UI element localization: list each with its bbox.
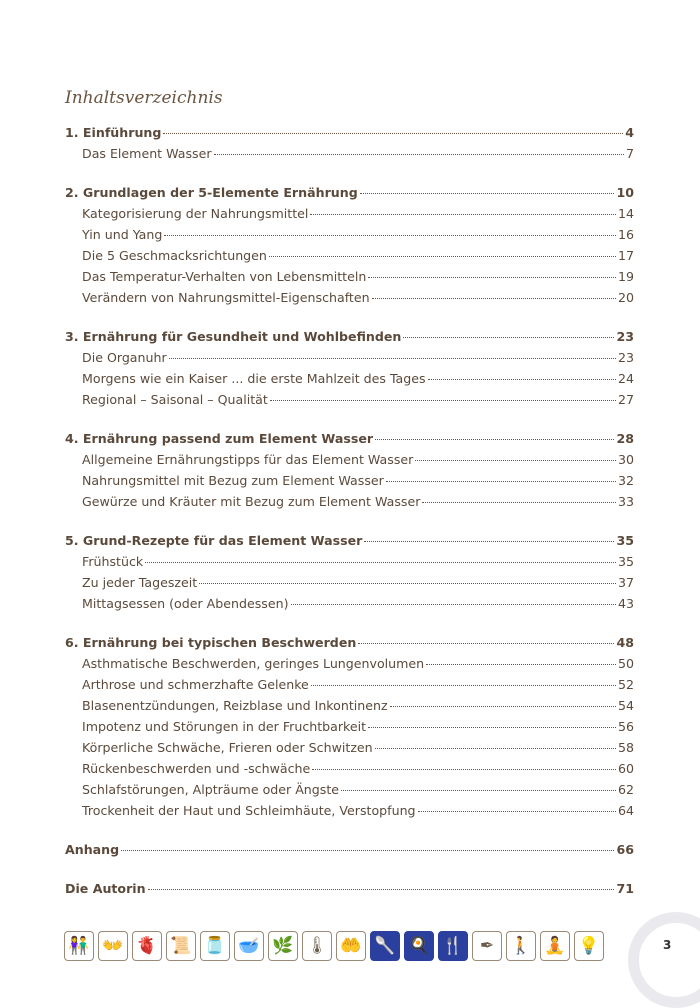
- decorative-circle: [628, 912, 700, 1008]
- toc-chapter-entry[interactable]: [65, 125, 634, 146]
- toc-subentry[interactable]: [65, 719, 634, 740]
- toc-entry-label: 3. Ernährung für Gesundheit und Wohlbefinden: [65, 329, 402, 344]
- dot-leader: [403, 337, 614, 338]
- table-of-contents: [65, 125, 634, 920]
- toc-section: [65, 881, 634, 902]
- toc-chapter-entry[interactable]: [65, 635, 634, 656]
- toc-entry-page: 16: [617, 227, 634, 242]
- toc-entry-page: 43: [617, 596, 634, 611]
- toc-entry-label: 2. Grundlagen der 5-Elemente Ernährung: [65, 185, 358, 200]
- chapter-icon-bar: [64, 931, 604, 961]
- toc-subentry[interactable]: [65, 677, 634, 698]
- toc-subentry[interactable]: [65, 146, 634, 167]
- scroll-icon[interactable]: 📜: [166, 931, 196, 961]
- organ-icon[interactable]: 🫀: [132, 931, 162, 961]
- toc-section: [65, 329, 634, 413]
- toc-subentry[interactable]: [65, 761, 634, 782]
- toc-entry-label: Mittagsessen (oder Abendessen): [82, 596, 289, 611]
- toc-entry-page: 52: [617, 677, 634, 692]
- walking-person-icon[interactable]: 🚶: [506, 931, 536, 961]
- toc-chapter-entry[interactable]: [65, 881, 634, 902]
- toc-entry-label: Anhang: [65, 842, 120, 857]
- toc-entry-label: Verändern von Nahrungsmittel-Eigenschaften: [82, 290, 370, 305]
- cutlery-icon[interactable]: 🍴: [438, 931, 468, 961]
- toc-entry-page: 66: [616, 842, 634, 857]
- toc-subentry[interactable]: [65, 803, 634, 824]
- toc-subentry[interactable]: [65, 596, 634, 617]
- dot-leader: [270, 400, 616, 401]
- toc-subentry[interactable]: [65, 656, 634, 677]
- dot-leader: [358, 643, 614, 644]
- dot-leader: [415, 460, 616, 461]
- dot-leader: [199, 583, 616, 584]
- toc-chapter-entry[interactable]: [65, 329, 634, 350]
- toc-entry-page: 48: [616, 635, 634, 650]
- toc-entry-page: 27: [617, 392, 634, 407]
- dot-leader: [360, 193, 615, 194]
- toc-subentry[interactable]: [65, 371, 634, 392]
- toc-entry-label: 4. Ernährung passend zum Element Wasser: [65, 431, 374, 446]
- toc-subentry[interactable]: [65, 269, 634, 290]
- toc-section: [65, 533, 634, 617]
- toc-entry-label: Nahrungsmittel mit Bezug zum Element Wasser: [82, 473, 384, 488]
- dot-leader: [164, 235, 616, 236]
- toc-entry-page: 7: [625, 146, 634, 161]
- toc-entry-label: Das Element Wasser: [82, 146, 212, 161]
- toc-entry-page: 28: [616, 431, 634, 446]
- bowl-spoon-icon[interactable]: 🥄: [370, 931, 400, 961]
- toc-entry-label: Zu jeder Tageszeit: [82, 575, 198, 590]
- toc-entry-label: Yin und Yang: [82, 227, 163, 242]
- dot-leader: [375, 439, 614, 440]
- toc-subentry[interactable]: [65, 206, 634, 227]
- toc-entry-page: 37: [617, 575, 634, 590]
- toc-section: [65, 125, 634, 167]
- toc-entry-page: 33: [617, 494, 634, 509]
- toc-subentry[interactable]: [65, 740, 634, 761]
- dot-leader: [163, 133, 623, 134]
- toc-entry-page: 56: [617, 719, 634, 734]
- dot-leader: [121, 850, 614, 851]
- toc-entry-label: 5. Grund-Rezepte für das Element Wasser: [65, 533, 363, 548]
- toc-entry-page: 71: [616, 881, 634, 896]
- hands-icon[interactable]: 👐: [98, 931, 128, 961]
- dot-leader: [310, 214, 616, 215]
- toc-entry-page: 35: [616, 533, 634, 548]
- hand-herb-icon[interactable]: 🤲: [336, 931, 366, 961]
- dot-leader: [386, 481, 616, 482]
- toc-subentry[interactable]: [65, 782, 634, 803]
- toc-chapter-entry[interactable]: [65, 185, 634, 206]
- toc-section: [65, 842, 634, 863]
- toc-entry-page: 20: [617, 290, 634, 305]
- toc-entry-label: Das Temperatur-Verhalten von Lebensmitteln: [82, 269, 367, 284]
- toc-entry-label: Die Autorin: [65, 881, 146, 896]
- toc-entry-label: Trockenheit der Haut und Schleimhäute, Verstopfung: [82, 803, 416, 818]
- toc-subentry[interactable]: [65, 392, 634, 413]
- toc-entry-page: 19: [617, 269, 634, 284]
- toc-entry-page: 62: [617, 782, 634, 797]
- dot-leader: [422, 502, 616, 503]
- dot-leader: [428, 379, 616, 380]
- toc-entry-label: Rückenbeschwerden und -schwäche: [82, 761, 311, 776]
- toc-entry-page: 50: [617, 656, 634, 671]
- toc-entry-page: 14: [617, 206, 634, 221]
- page-number: 3: [663, 938, 672, 952]
- toc-subentry[interactable]: [65, 494, 634, 515]
- toc-entry-label: Regional – Saisonal – Qualität: [82, 392, 268, 407]
- lamp-icon[interactable]: 💡: [574, 931, 604, 961]
- toc-entry-page: 4: [625, 125, 634, 140]
- dot-leader: [418, 811, 616, 812]
- toc-entry-page: 23: [617, 350, 634, 365]
- toc-section: [65, 635, 634, 824]
- page-title: Inhaltsverzeichnis: [65, 88, 223, 108]
- toc-chapter-entry[interactable]: [65, 533, 634, 554]
- dot-leader: [364, 541, 614, 542]
- toc-subentry[interactable]: [65, 452, 634, 473]
- toc-entry-label: 6. Ernährung bei typischen Beschwerden: [65, 635, 357, 650]
- toc-entry-label: Kategorisierung der Nahrungsmittel: [82, 206, 309, 221]
- toc-chapter-entry[interactable]: [65, 431, 634, 452]
- pen-icon[interactable]: ✒: [472, 931, 502, 961]
- meditation-icon[interactable]: 🧘: [540, 931, 570, 961]
- toc-entry-label: Impotenz und Störungen in der Fruchtbarkeit: [82, 719, 367, 734]
- toc-section: [65, 431, 634, 515]
- dot-leader: [372, 298, 616, 299]
- toc-entry-label: Gewürze und Kräuter mit Bezug zum Element Wasser: [82, 494, 421, 509]
- toc-entry-page: 54: [617, 698, 634, 713]
- toc-entry-label: 1. Einführung: [65, 125, 162, 140]
- dot-leader: [214, 154, 624, 155]
- jar-icon[interactable]: 🫙: [200, 931, 230, 961]
- dot-leader: [368, 277, 616, 278]
- toc-entry-page: 10: [616, 185, 634, 200]
- toc-entry-label: Allgemeine Ernährungstipps für das Element Wasser: [82, 452, 414, 467]
- toc-subentry[interactable]: [65, 554, 634, 575]
- toc-entry-page: 24: [617, 371, 634, 386]
- toc-entry-page: 30: [617, 452, 634, 467]
- thermometer-icon[interactable]: 🌡: [302, 931, 332, 961]
- toc-subentry[interactable]: [65, 350, 634, 371]
- toc-entry-label: Blasenentzündungen, Reizblase und Inkontinenz: [82, 698, 388, 713]
- toc-entry-page: 60: [617, 761, 634, 776]
- toc-entry-page: 32: [617, 473, 634, 488]
- toc-entry-page: 17: [617, 248, 634, 263]
- dot-leader: [269, 256, 616, 257]
- dot-leader: [390, 706, 616, 707]
- toc-subentry[interactable]: [65, 575, 634, 596]
- dot-leader: [291, 604, 616, 605]
- dot-leader: [145, 562, 616, 563]
- herb-leaf-icon[interactable]: 🌿: [268, 931, 298, 961]
- dot-leader: [169, 358, 616, 359]
- toc-subentry[interactable]: [65, 698, 634, 719]
- toc-entry-page: 35: [617, 554, 634, 569]
- toc-entry-label: Frühstück: [82, 554, 144, 569]
- toc-section: [65, 185, 634, 311]
- dot-leader: [311, 685, 616, 686]
- mortar-icon[interactable]: 🥣: [234, 931, 264, 961]
- dot-leader: [426, 664, 616, 665]
- toc-entry-label: Arthrose und schmerzhafte Gelenke: [82, 677, 309, 692]
- toc-subentry[interactable]: [65, 290, 634, 311]
- toc-subentry[interactable]: [65, 248, 634, 269]
- people-icon[interactable]: 👫: [64, 931, 94, 961]
- toc-entry-label: Körperliche Schwäche, Frieren oder Schwitzen: [82, 740, 373, 755]
- toc-entry-label: Morgens wie ein Kaiser ... die erste Mahlzeit des Tages: [82, 371, 426, 386]
- dot-leader: [375, 748, 616, 749]
- toc-subentry[interactable]: [65, 473, 634, 494]
- dot-leader: [312, 769, 616, 770]
- breakfast-egg-icon[interactable]: 🍳: [404, 931, 434, 961]
- toc-entry-label: Die 5 Geschmacksrichtungen: [82, 248, 267, 263]
- toc-entry-label: Asthmatische Beschwerden, geringes Lungenvolumen: [82, 656, 425, 671]
- toc-entry-label: Schlafstörungen, Alpträume oder Ängste: [82, 782, 340, 797]
- dot-leader: [341, 790, 616, 791]
- toc-entry-page: 64: [617, 803, 634, 818]
- toc-chapter-entry[interactable]: [65, 842, 634, 863]
- toc-subentry[interactable]: [65, 227, 634, 248]
- dot-leader: [148, 889, 615, 890]
- toc-entry-page: 23: [616, 329, 634, 344]
- toc-entry-label: Die Organuhr: [82, 350, 167, 365]
- dot-leader: [368, 727, 616, 728]
- toc-entry-page: 58: [617, 740, 634, 755]
